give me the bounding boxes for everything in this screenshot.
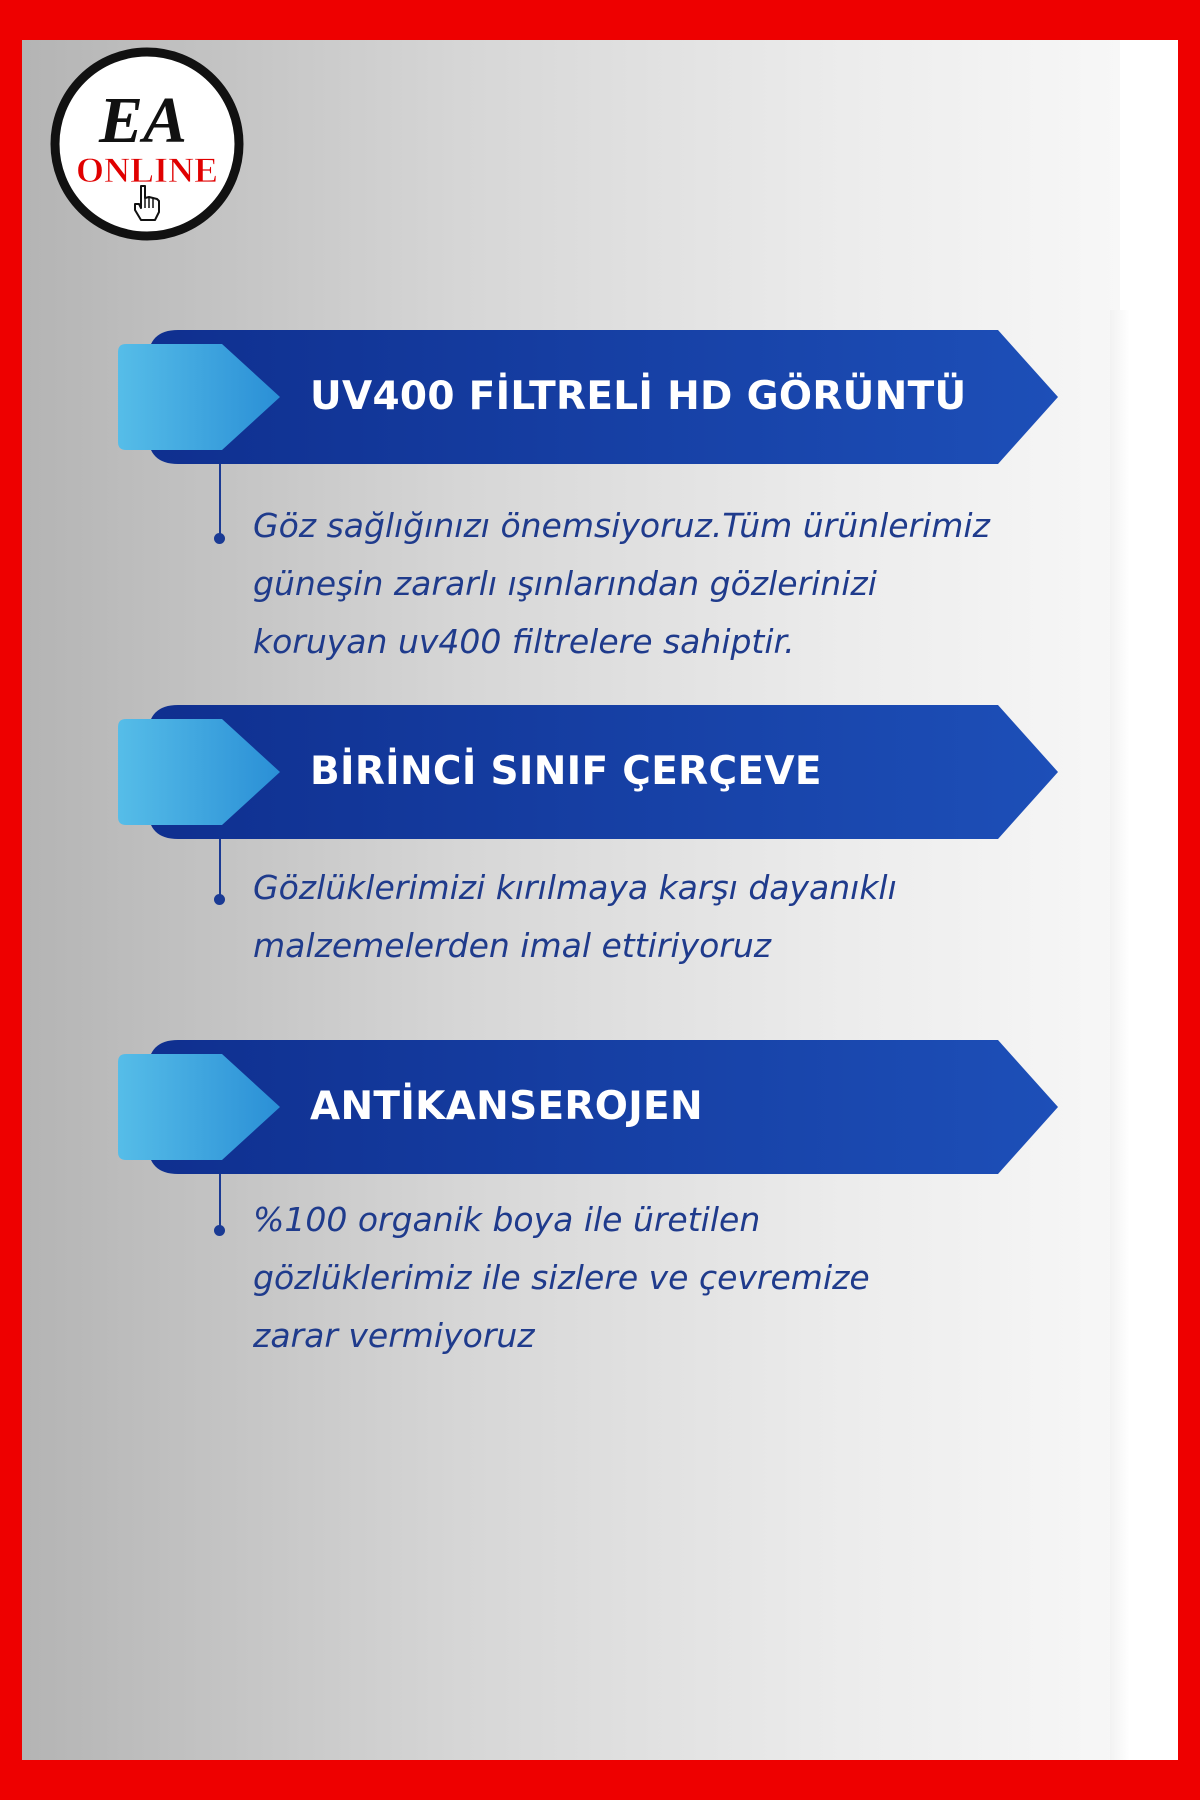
feature-title: ANTİKANSEROJEN (310, 1084, 703, 1129)
logo-online-text: ONLINE (75, 150, 219, 190)
feature-title: UV400 FİLTRELİ HD GÖRÜNTÜ (310, 374, 967, 419)
bullet-dot (214, 894, 225, 905)
connector-line (219, 464, 221, 534)
feature-banner (118, 705, 1058, 839)
logo-ea-text: EA (98, 84, 188, 157)
logo-graphic (47, 44, 247, 244)
feature-banner (118, 1040, 1058, 1174)
feature-description: Gözlüklerimizi kırılmaya karşı dayanıklı malzemelerden imal ettiriyoruz (253, 868, 897, 965)
feature-title: BİRİNCİ SINIF ÇERÇEVE (310, 749, 822, 794)
content-area (22, 40, 1178, 1760)
connector-line (219, 1174, 221, 1226)
feature-description: %100 organik boya ile üretilen gözlüklerimiz ile sizlere ve çevremize zarar vermiyoruz (253, 1200, 870, 1355)
bullet-dot (214, 533, 225, 544)
feature-description: Göz sağlığınızı önemsiyoruz.Tüm ürünlerimiz güneşin zararlı ışınlarından gözlerinizi koruyan uv400 filtrelere sahiptir. (253, 506, 990, 661)
ea-online-logo (47, 44, 247, 244)
feature-banner (118, 330, 1058, 464)
bullet-dot (214, 1225, 225, 1236)
connector-line (219, 839, 221, 895)
